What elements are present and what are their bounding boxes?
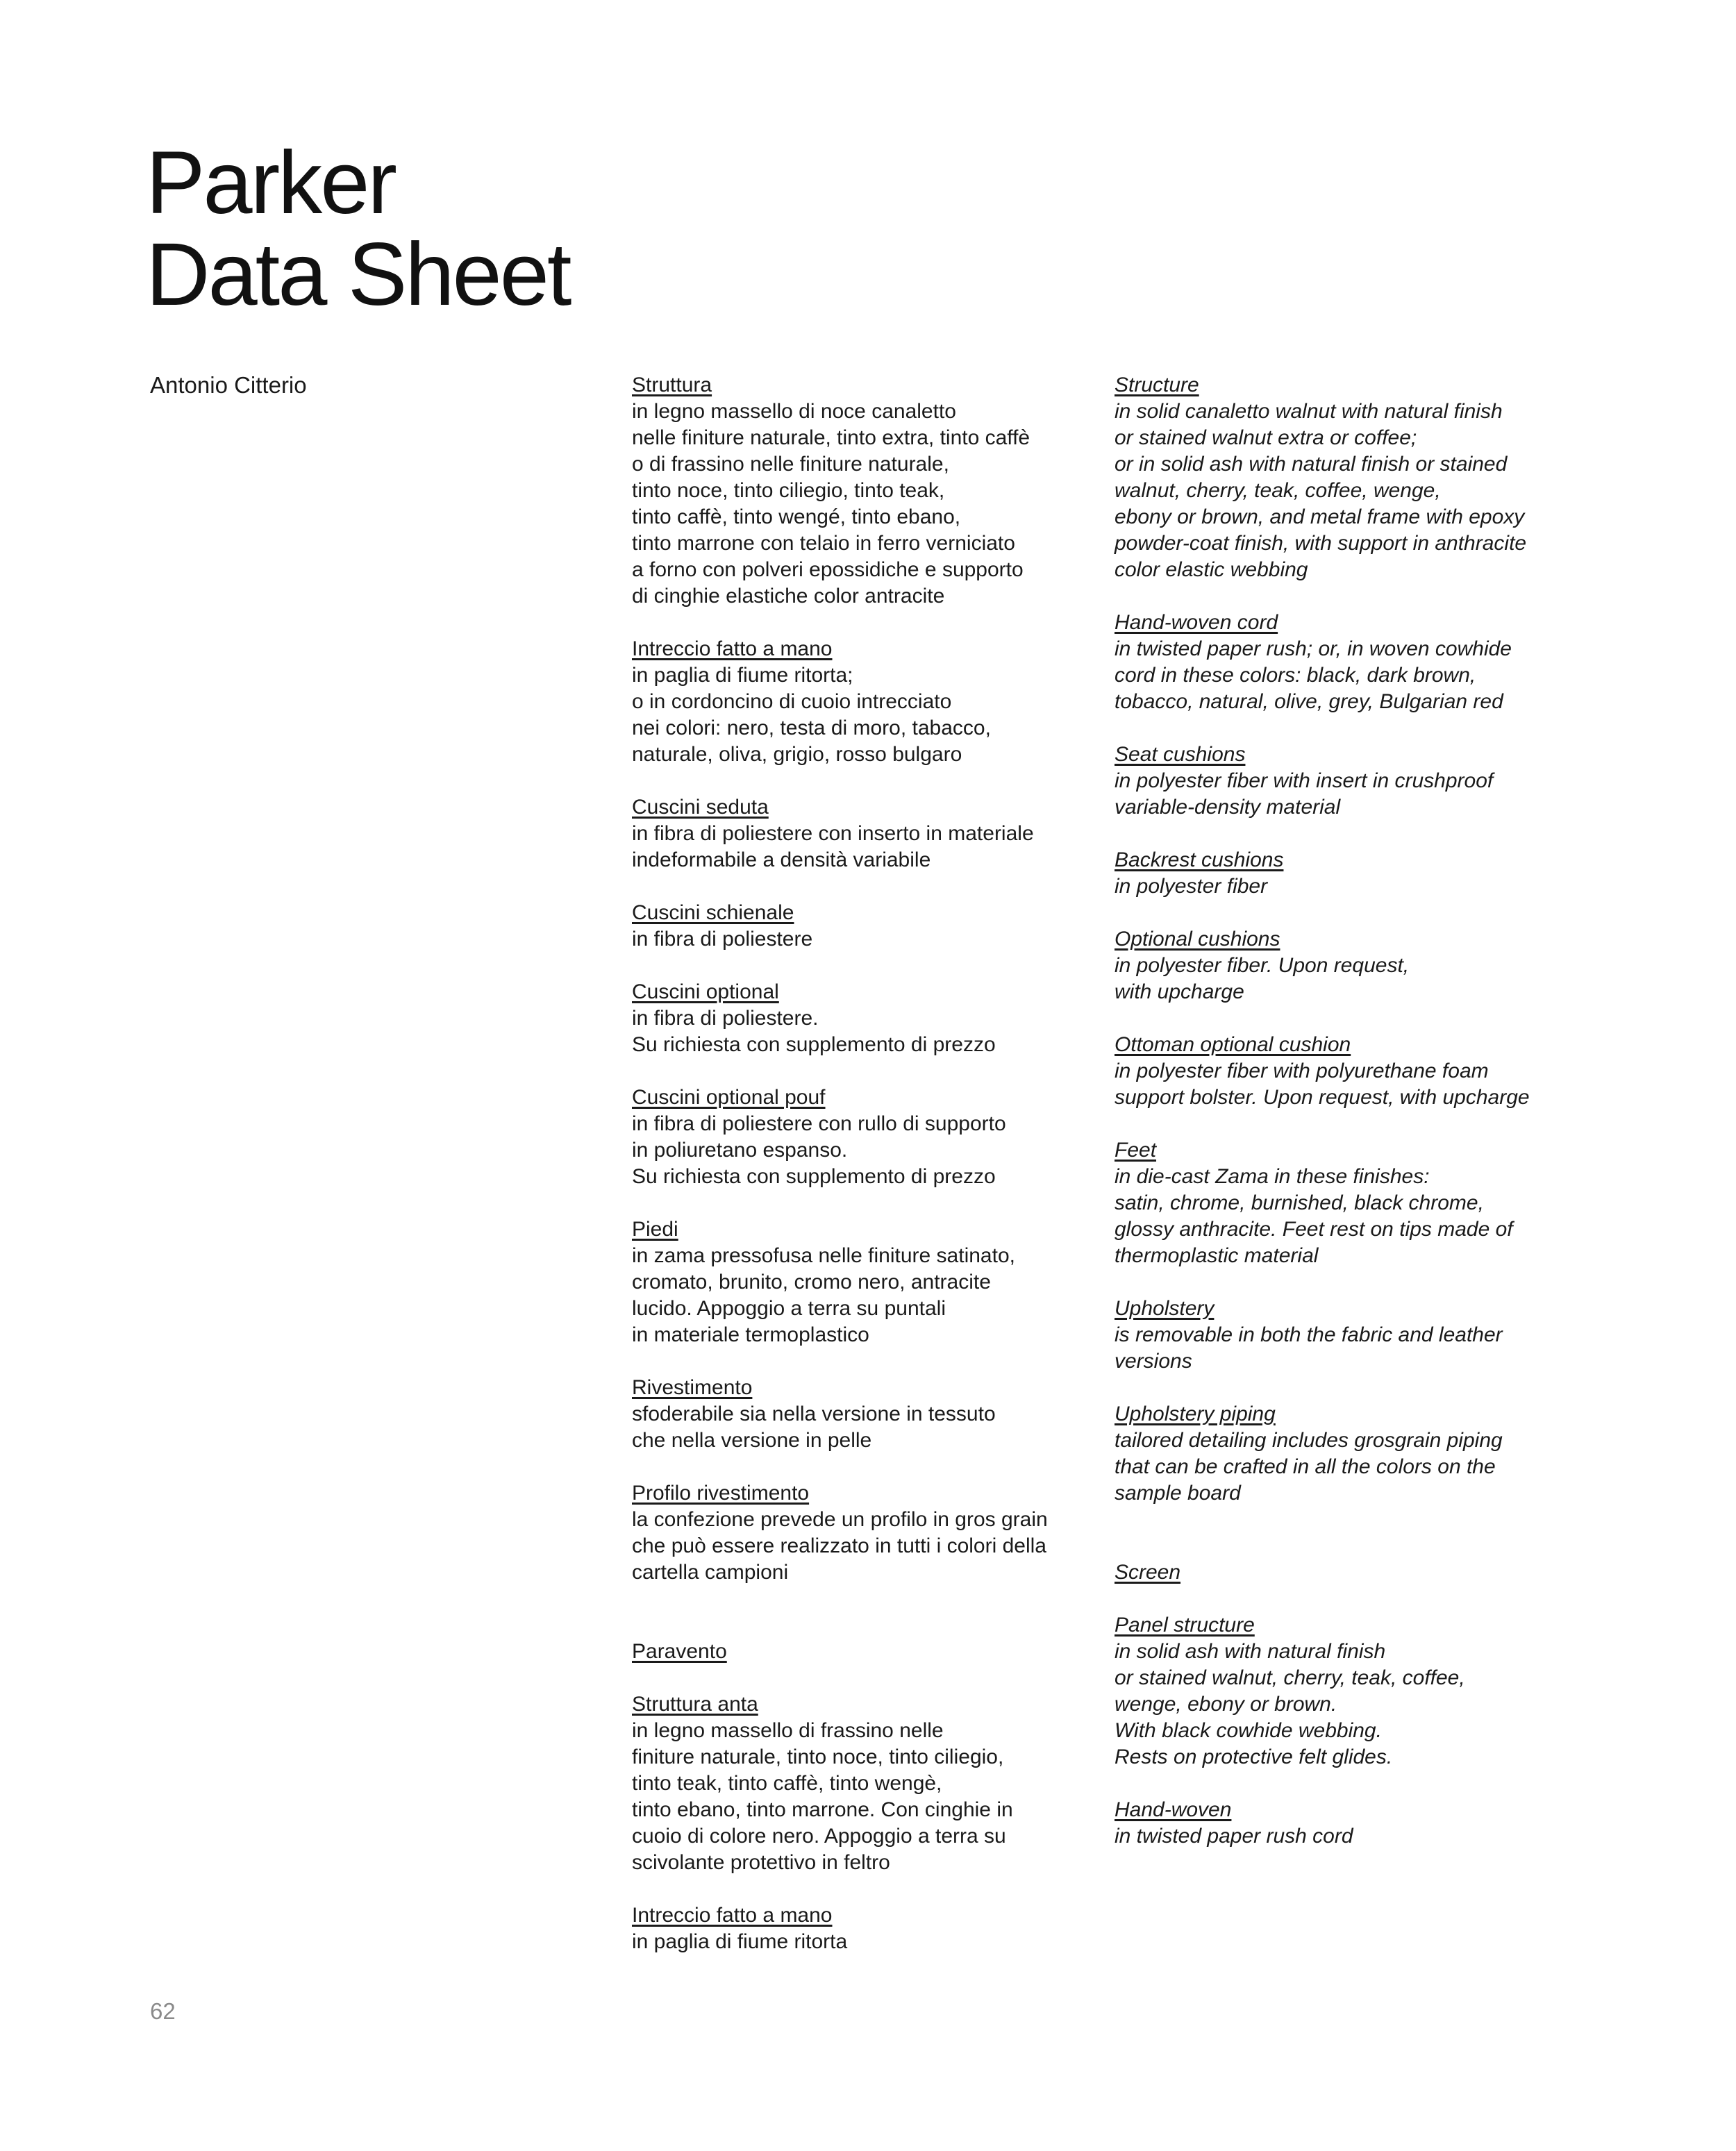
spec-section [632, 794, 1076, 873]
spec-line: in fibra di poliestere con inserto in materiale [632, 822, 1034, 845]
spec-line: Su richiesta con supplemento di prezzo [632, 1165, 996, 1188]
spec-line: sfoderabile sia nella versione in tessuto [632, 1403, 996, 1425]
spec-heading: Struttura [632, 374, 712, 396]
spec-line: color elastic webbing [1115, 558, 1308, 581]
spec-line: in solid canaletto walnut with natural finish [1115, 400, 1503, 423]
spec-heading: Screen [1115, 1561, 1181, 1584]
spec-heading: Profilo rivestimento [632, 1482, 810, 1505]
spec-line: in solid ash with natural finish [1115, 1640, 1386, 1663]
spec-line: support bolster. Upon request, with upcharge [1115, 1086, 1530, 1109]
spec-heading: Panel structure [1115, 1614, 1255, 1637]
spec-heading: Cuscini schienale [632, 901, 794, 924]
spec-line: in paglia di fiume ritorta; [632, 664, 853, 687]
spec-heading: Structure [1115, 374, 1199, 396]
title-line-2: Data Sheet [146, 225, 570, 324]
spec-line: o in cordoncino di cuoio intrecciato [632, 690, 952, 713]
spec-section [632, 1216, 1076, 1348]
spec-line: in twisted paper rush cord [1115, 1825, 1353, 1848]
spec-line: Rests on protective felt glides. [1115, 1746, 1393, 1768]
spec-section [1115, 1401, 1587, 1507]
spec-heading: Optional cushions [1115, 928, 1280, 951]
spec-line: cromato, brunito, cromo nero, antracite [632, 1271, 991, 1294]
spec-heading: Ottoman optional cushion [1115, 1033, 1351, 1056]
spec-line: nelle finiture naturale, tinto extra, tinto caffè [632, 426, 1030, 449]
spec-line: tinto noce, tinto ciliegio, tinto teak, [632, 479, 945, 502]
spec-line: di cinghie elastiche color antracite [632, 585, 945, 608]
spec-heading: Intreccio fatto a mano [632, 637, 833, 660]
spec-section [1115, 1797, 1587, 1850]
spec-line: cuoio di colore nero. Appoggio a terra su [632, 1825, 1006, 1848]
spec-line: in polyester fiber with insert in crushproof [1115, 769, 1494, 792]
spec-heading: Cuscini optional pouf [632, 1086, 826, 1109]
spec-line: wenge, ebony or brown. [1115, 1693, 1337, 1716]
spec-section [1115, 847, 1587, 900]
spec-line: o di frassino nelle finiture naturale, [632, 453, 949, 476]
spec-section [632, 979, 1076, 1058]
spec-section [632, 1085, 1076, 1190]
spec-line: in polyester fiber [1115, 875, 1268, 898]
spec-line: versions [1115, 1350, 1192, 1373]
spec-line: walnut, cherry, teak, coffee, wenge, [1115, 479, 1441, 502]
spec-heading: Hand-woven [1115, 1798, 1232, 1821]
spec-section [632, 1639, 1076, 1665]
title-line-1: Parker [146, 133, 395, 233]
spec-line: tinto caffè, tinto wengé, tinto ebano, [632, 505, 961, 528]
spec-line: in paglia di fiume ritorta [632, 1930, 848, 1953]
page-title [146, 133, 570, 324]
spec-heading: Cuscini optional [632, 980, 779, 1003]
spec-line: ebony or brown, and metal frame with epoxy [1115, 505, 1525, 528]
spec-line: powder-coat finish, with support in anthracite [1115, 532, 1527, 555]
spec-line: glossy anthracite. Feet rest on tips made of [1115, 1218, 1513, 1241]
spec-line: in legno massello di frassino nelle [632, 1719, 944, 1742]
spec-line: in polyester fiber with polyurethane foam [1115, 1060, 1489, 1082]
spec-line: in fibra di poliestere [632, 928, 813, 951]
spec-line: thermoplastic material [1115, 1244, 1319, 1267]
spec-line: lucido. Appoggio a terra su puntali [632, 1297, 946, 1320]
spec-line: la confezione prevede un profilo in gros grain [632, 1508, 1048, 1531]
spec-line: in twisted paper rush; or, in woven cowhide [1115, 637, 1512, 660]
spec-line: naturale, oliva, grigio, rosso bulgaro [632, 743, 962, 766]
spec-line: indeformabile a densità variabile [632, 848, 931, 871]
spec-line: tailored detailing includes grosgrain piping [1115, 1429, 1503, 1452]
spec-section [1115, 1559, 1587, 1586]
spec-heading: Paravento [632, 1640, 727, 1663]
spec-line: satin, chrome, burnished, black chrome, [1115, 1191, 1484, 1214]
spec-line: che può essere realizzato in tutti i colori della [632, 1534, 1046, 1557]
spec-line: in zama pressofusa nelle finiture satinato, [632, 1244, 1015, 1267]
spec-line: in polyester fiber. Upon request, [1115, 954, 1410, 977]
spec-section [1115, 1032, 1587, 1111]
spec-heading: Rivestimento [632, 1376, 753, 1399]
spec-line: or stained walnut, cherry, teak, coffee, [1115, 1666, 1465, 1689]
spec-section [1115, 610, 1587, 715]
spec-line: in fibra di poliestere con rullo di supporto [632, 1112, 1006, 1135]
spec-line: tobacco, natural, olive, grey, Bulgarian red [1115, 690, 1503, 713]
spec-line: in fibra di poliestere. [632, 1007, 819, 1030]
spec-line: is removable in both the fabric and leather [1115, 1323, 1503, 1346]
spec-heading: Cuscini seduta [632, 796, 769, 819]
spec-line: or stained walnut extra or coffee; [1115, 426, 1417, 449]
spec-line: With black cowhide webbing. [1115, 1719, 1382, 1742]
spec-section [1115, 742, 1587, 821]
spec-line: in materiale termoplastico [632, 1323, 869, 1346]
spec-line: a forno con polveri epossidiche e supporto [632, 558, 1024, 581]
spec-section [1115, 1137, 1587, 1269]
spec-section [632, 1902, 1076, 1955]
spec-line: that can be crafted in all the colors on the [1115, 1455, 1496, 1478]
spec-heading: Struttura anta [632, 1693, 758, 1716]
spec-line: cartella campioni [632, 1561, 789, 1584]
spec-line: or in solid ash with natural finish or stained [1115, 453, 1508, 476]
spec-section [632, 636, 1076, 768]
spec-heading: Backrest cushions [1115, 848, 1284, 871]
spec-section [1115, 1296, 1587, 1375]
spec-section [632, 1480, 1076, 1586]
spec-line: in legno massello di noce canaletto [632, 400, 956, 423]
spec-section [1115, 372, 1587, 583]
spec-line: in die-cast Zama in these finishes: [1115, 1165, 1430, 1188]
spec-heading: Seat cushions [1115, 743, 1246, 766]
spec-section [632, 900, 1076, 953]
spec-line: tinto ebano, tinto marrone. Con cinghie in [632, 1798, 1013, 1821]
page-number: 62 [150, 1998, 176, 2024]
spec-line: in poliuretano espanso. [632, 1139, 848, 1162]
designer-name: Antonio Citterio [150, 372, 307, 398]
spec-line: nei colori: nero, testa di moro, tabacco, [632, 717, 991, 739]
spec-heading: Feet [1115, 1139, 1157, 1162]
spec-line: che nella versione in pelle [632, 1429, 872, 1452]
spec-heading: Intreccio fatto a mano [632, 1904, 833, 1927]
spec-line: cord in these colors: black, dark brown, [1115, 664, 1476, 687]
italian-spec-column [632, 372, 1076, 1982]
spec-section [632, 1691, 1076, 1876]
spec-line: tinto teak, tinto caffè, tinto wengè, [632, 1772, 942, 1795]
spec-line: scivolante protettivo in feltro [632, 1851, 890, 1874]
spec-line: variable-density material [1115, 796, 1341, 819]
spec-line: with upcharge [1115, 980, 1244, 1003]
spec-section [1115, 1612, 1587, 1771]
spec-section [632, 372, 1076, 610]
english-spec-column [1115, 372, 1587, 1876]
spec-section [632, 1375, 1076, 1454]
spec-section [1115, 926, 1587, 1005]
spec-heading: Upholstery piping [1115, 1403, 1276, 1425]
spec-line: finiture naturale, tinto noce, tinto ciliegio, [632, 1746, 1004, 1768]
spec-heading: Upholstery [1115, 1297, 1215, 1320]
spec-line: tinto marrone con telaio in ferro verniciato [632, 532, 1015, 555]
spec-heading: Piedi [632, 1218, 678, 1241]
spec-line: Su richiesta con supplemento di prezzo [632, 1033, 996, 1056]
spec-line: sample board [1115, 1482, 1241, 1505]
spec-heading: Hand-woven cord [1115, 611, 1278, 634]
